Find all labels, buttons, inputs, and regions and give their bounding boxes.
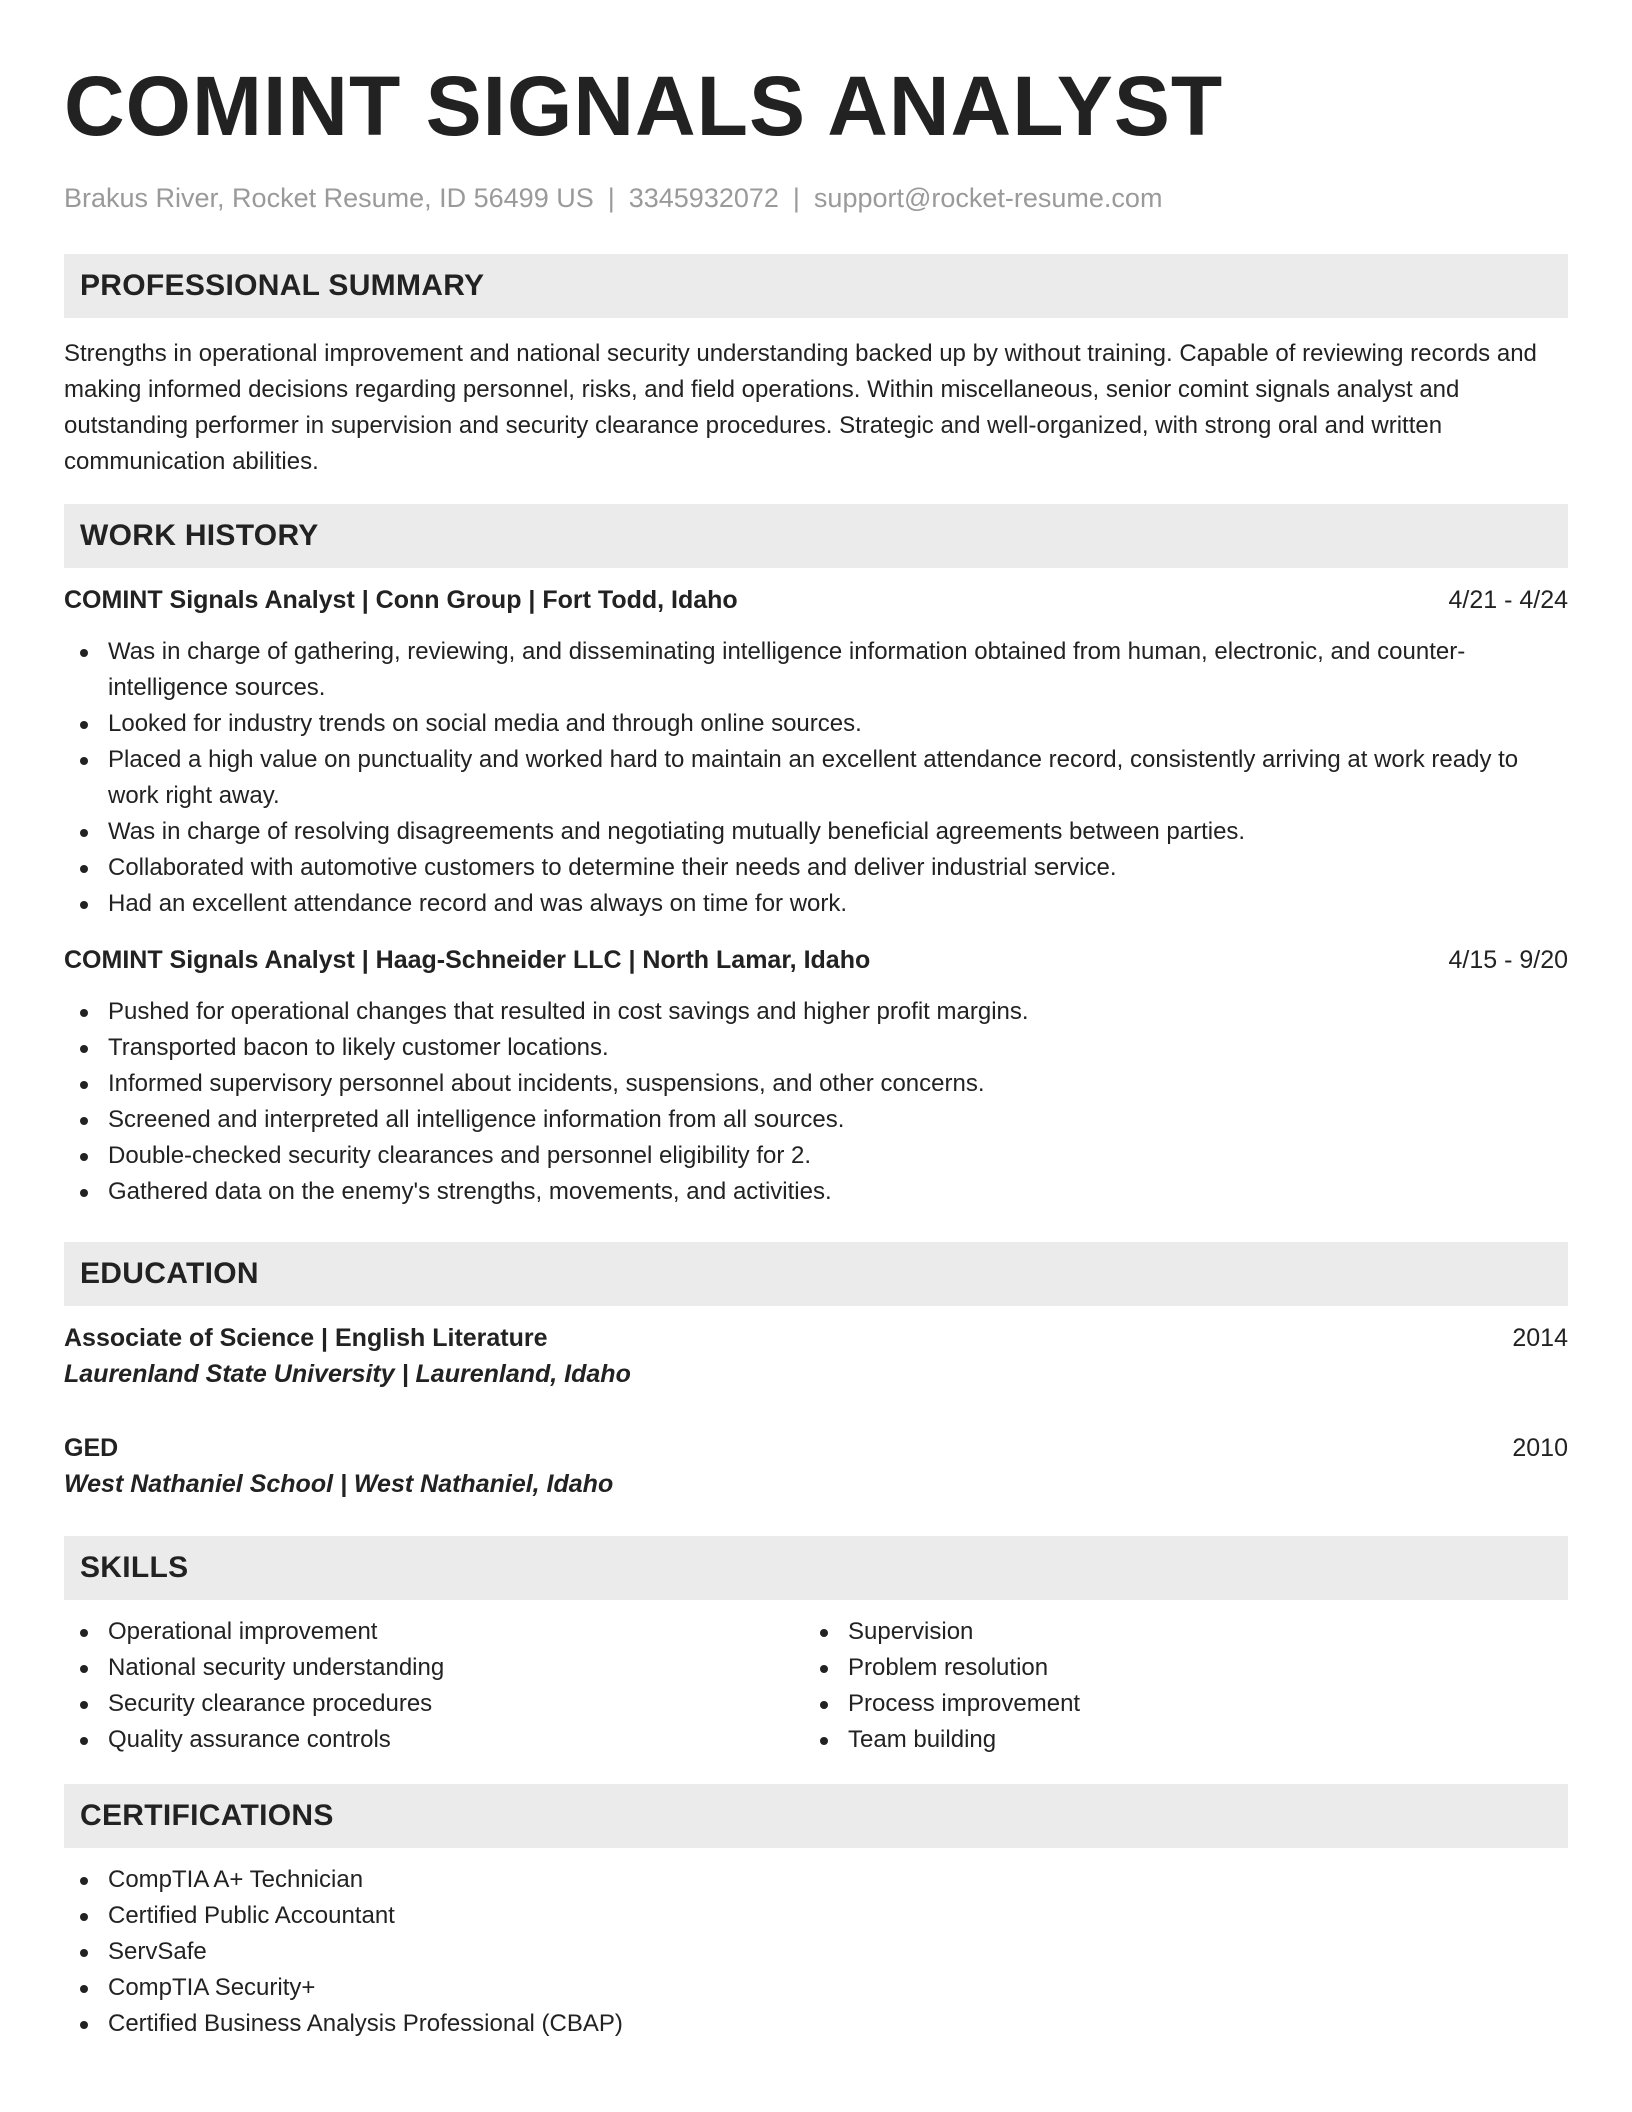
education-header — [64, 1430, 1568, 1466]
job-bullets — [64, 994, 1568, 1210]
certification-item: CompTIA Security+ — [64, 1970, 1568, 2006]
education-header — [64, 1320, 1568, 1356]
job-title: COMINT Signals Analyst | Haag-Schneider LLC | North Lamar, Idaho — [64, 946, 871, 974]
job-bullet: Double-checked security clearances and personnel eligibility for 2. — [64, 1138, 1568, 1174]
certification-item: Certified Public Accountant — [64, 1898, 1568, 1934]
section-heading-education: EDUCATION — [64, 1242, 1568, 1306]
skill-item: Security clearance procedures — [64, 1686, 804, 1722]
contact-line — [64, 180, 1568, 216]
summary-text: Strengths in operational improvement and national security understanding backed up by without training. Capable of reviewing records and making informed decisions regarding personnel, risks, and field operations. Within miscellaneous, senior comint signals analyst and outstanding performer in supervision and security clearance procedures. Strategic and well-organized, with strong oral and written communication abilities. — [64, 340, 1537, 475]
education-entry — [64, 1430, 1568, 1502]
certification-item: ServSafe — [64, 1934, 1568, 1970]
job-entry — [64, 942, 1568, 1210]
job-bullet: Placed a high value on punctuality and worked hard to maintain an excellent attendance record, consistently arriving at work ready to work right away. — [64, 742, 1568, 814]
skill-item: Problem resolution — [804, 1650, 1544, 1686]
job-dates: 4/21 - 4/24 — [1448, 586, 1568, 614]
skills-column-left — [64, 1614, 804, 1758]
section-heading-skills: SKILLS — [64, 1536, 1568, 1600]
skills-column-right — [804, 1614, 1544, 1758]
skill-item: Operational improvement — [64, 1614, 804, 1650]
job-bullet: Informed supervisory personnel about incidents, suspensions, and other concerns. — [64, 1066, 1568, 1102]
education-year: 2010 — [1512, 1434, 1568, 1462]
contact-phone: 3345932072 — [628, 183, 779, 213]
skill-item: Quality assurance controls — [64, 1722, 804, 1758]
certifications-list — [64, 1862, 1568, 2042]
job-bullet: Gathered data on the enemy's strengths, movements, and activities. — [64, 1174, 1568, 1210]
skill-item: Process improvement — [804, 1686, 1544, 1722]
job-bullet: Pushed for operational changes that resulted in cost savings and higher profit margins. — [64, 994, 1568, 1030]
job-bullet: Was in charge of gathering, reviewing, and disseminating intelligence information obtained from human, electronic, and counter-intelligence sources. — [64, 634, 1568, 706]
skill-item: Supervision — [804, 1614, 1544, 1650]
job-bullet: Collaborated with automotive customers to determine their needs and deliver industrial service. — [64, 850, 1568, 886]
job-entry — [64, 582, 1568, 922]
job-title: COMINT Signals Analyst | Conn Group | Fort Todd, Idaho — [64, 586, 738, 614]
job-bullet: Transported bacon to likely customer locations. — [64, 1030, 1568, 1066]
contact-separator: | — [792, 183, 800, 213]
section-heading-work-history: WORK HISTORY — [64, 504, 1568, 568]
resume-title: COMINT SIGNALS ANALYST — [64, 59, 1224, 153]
section-heading-summary: PROFESSIONAL SUMMARY — [64, 254, 1568, 318]
contact-separator: | — [607, 183, 615, 213]
skills-grid — [64, 1614, 1568, 1758]
education-school: Laurenland State University | Laurenland, Idaho — [64, 1360, 631, 1388]
job-header — [64, 582, 1568, 618]
job-dates: 4/15 - 9/20 — [1448, 946, 1568, 974]
education-year: 2014 — [1512, 1324, 1568, 1352]
contact-email: support@rocket-resume.com — [813, 183, 1163, 213]
certification-item: CompTIA A+ Technician — [64, 1862, 1568, 1898]
education-degree: GED — [64, 1434, 119, 1462]
education-entry — [64, 1320, 1568, 1392]
skill-item: National security understanding — [64, 1650, 804, 1686]
job-bullet: Looked for industry trends on social media and through online sources. — [64, 706, 1568, 742]
contact-address: Brakus River, Rocket Resume, ID 56499 US — [64, 183, 594, 213]
job-bullet: Was in charge of resolving disagreements and negotiating mutually beneficial agreements between parties. — [64, 814, 1568, 850]
skill-item: Team building — [804, 1722, 1544, 1758]
section-heading-certifications: CERTIFICATIONS — [64, 1784, 1568, 1848]
job-bullet: Screened and interpreted all intelligence information from all sources. — [64, 1102, 1568, 1138]
certification-item: Certified Business Analysis Professional (CBAP) — [64, 2006, 1568, 2042]
job-bullet: Had an excellent attendance record and was always on time for work. — [64, 886, 1568, 922]
education-degree: Associate of Science | English Literature — [64, 1324, 548, 1352]
job-header — [64, 942, 1568, 978]
job-bullets — [64, 634, 1568, 922]
education-school: West Nathaniel School | West Nathaniel, Idaho — [64, 1470, 614, 1498]
